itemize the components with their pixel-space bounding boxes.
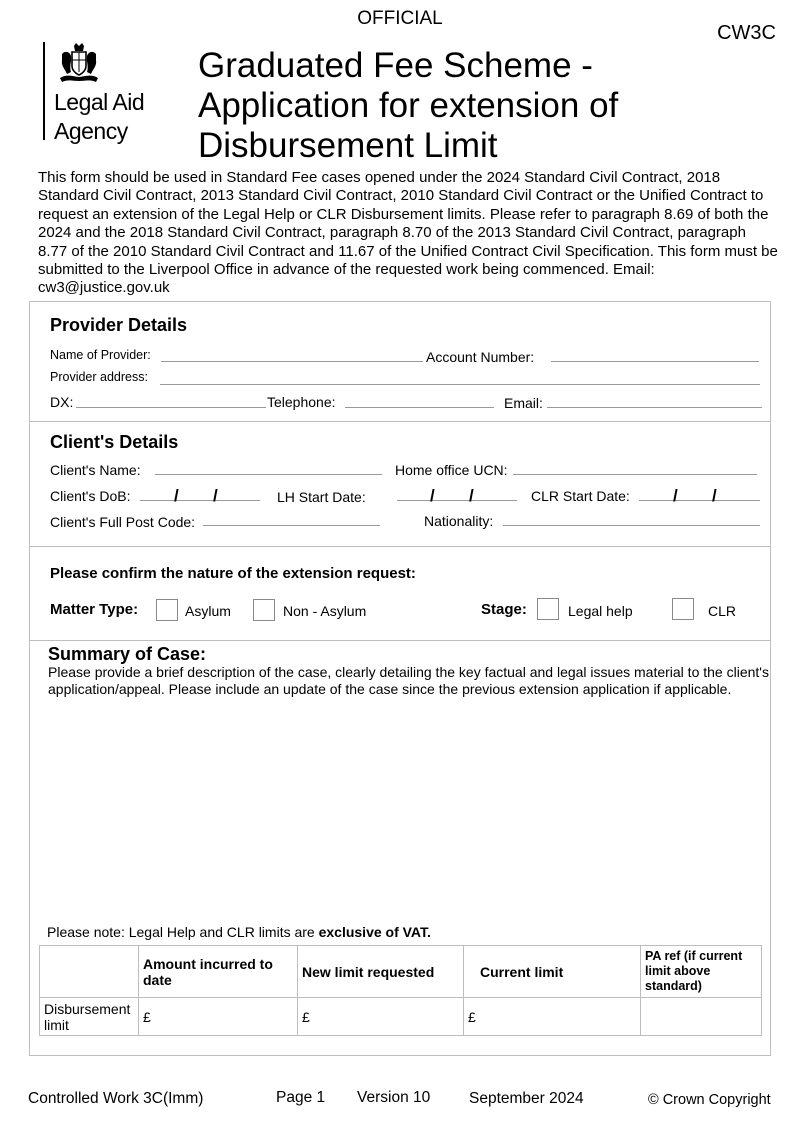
date-separator: / bbox=[430, 486, 435, 505]
provider-name-label: Name of Provider: bbox=[50, 348, 151, 362]
section-divider bbox=[29, 421, 771, 422]
date-separator: / bbox=[174, 486, 179, 505]
clr-start-date-field[interactable] bbox=[639, 500, 760, 501]
asylum-checkbox[interactable] bbox=[156, 599, 178, 621]
client-post-code-label: Client's Full Post Code: bbox=[50, 514, 196, 530]
non-asylum-checkbox[interactable] bbox=[253, 599, 275, 621]
dx-field[interactable] bbox=[76, 407, 266, 408]
form-title: Graduated Fee Scheme - Application for extension of Disbursement Limit bbox=[198, 46, 619, 165]
clr-label: CLR bbox=[708, 603, 737, 619]
home-office-ucn-field[interactable] bbox=[513, 474, 757, 475]
provider-address-field[interactable] bbox=[160, 384, 760, 385]
legal-help-checkbox[interactable] bbox=[537, 598, 559, 620]
logo-text-line-1: Legal Aid bbox=[54, 89, 145, 115]
clr-checkbox[interactable] bbox=[672, 598, 694, 620]
table-header-row bbox=[40, 946, 762, 998]
summary-heading: Summary of Case: bbox=[48, 644, 207, 664]
client-name-field[interactable] bbox=[155, 474, 382, 475]
client-post-code-field[interactable] bbox=[203, 525, 380, 526]
table-header-amount-incurred: Amount incurred to date bbox=[139, 946, 298, 998]
logo-text bbox=[54, 88, 144, 146]
summary-text-area[interactable] bbox=[48, 720, 762, 915]
section-divider bbox=[29, 546, 771, 547]
date-separator: / bbox=[213, 486, 218, 505]
home-office-ucn-label: Home office UCN: bbox=[395, 462, 508, 478]
provider-name-field[interactable] bbox=[161, 361, 423, 362]
summary-instructions: Please provide a brief description of the case, clearly detailing the key factual and legal issues material to the client's application/appeal. Please include an update of the case since the previous extension application if applicable. bbox=[48, 664, 769, 697]
currency-symbol: £ bbox=[143, 1008, 151, 1025]
pa-ref-cell[interactable] bbox=[641, 998, 762, 1036]
table-header-pa-ref: PA ref (if current limit above standard) bbox=[641, 946, 762, 998]
footer-page: Page 1 bbox=[276, 1089, 326, 1106]
footer-version: Version 10 bbox=[357, 1089, 431, 1106]
logo-divider bbox=[43, 42, 45, 140]
legal-help-label: Legal help bbox=[568, 603, 633, 619]
telephone-field[interactable] bbox=[345, 407, 494, 408]
date-separator: / bbox=[673, 486, 678, 505]
royal-crest-icon bbox=[54, 42, 104, 84]
currency-symbol: £ bbox=[302, 1008, 310, 1025]
provider-details-heading: Provider Details bbox=[50, 315, 188, 335]
table-header-blank bbox=[40, 946, 139, 998]
client-dob-field[interactable] bbox=[140, 500, 260, 501]
client-details-heading: Client's Details bbox=[50, 432, 179, 452]
lh-start-date-label: LH Start Date: bbox=[277, 489, 366, 505]
account-number-field[interactable] bbox=[551, 361, 759, 362]
asylum-label: Asylum bbox=[185, 603, 231, 619]
date-separator: / bbox=[469, 486, 474, 505]
nationality-label: Nationality: bbox=[424, 513, 494, 529]
intro-paragraph: This form should be used in Standard Fee cases opened under the 2024 Standard Civil Contract, 2018 Standard Civil Contract, 2013 Standard Civil Contract, 2010 Standard Civil Contract or the Unified Contract to request an extension of the Legal Help or CLR Disbursement limits. Please refer to paragraph 8.69 of both the 2024 and the 2018 Standard Civil Contract, paragraph 8.70 of the 2013 Standard Civil Contract, paragraph 8.77 of the 2010 Standard Civil Contract and 11.67 of the Unified Contract Civil Specification. This form must be submitted to the Liverpool Office in advance of the requested work being commenced. Email: cw3@justice.gov.uk bbox=[38, 169, 778, 297]
clr-start-date-label: CLR Start Date: bbox=[531, 488, 630, 504]
client-dob-label: Client's DoB: bbox=[50, 488, 131, 504]
extension-request-heading: Please confirm the nature of the extension request: bbox=[50, 565, 416, 582]
email-field[interactable] bbox=[547, 407, 762, 408]
nationality-field[interactable] bbox=[503, 525, 760, 526]
new-limit-cell[interactable] bbox=[298, 998, 464, 1036]
table-header-current-limit: Current limit bbox=[464, 946, 641, 998]
matter-type-label: Matter Type: bbox=[50, 601, 139, 618]
vat-note bbox=[47, 924, 431, 940]
logo-text-line-2: Agency bbox=[54, 118, 128, 144]
classification-label: OFFICIAL bbox=[357, 8, 443, 29]
date-separator: / bbox=[712, 486, 717, 505]
section-divider bbox=[29, 640, 771, 641]
row-label-disbursement-limit: Disbursement limit bbox=[40, 998, 139, 1036]
vat-note-bold: exclusive of VAT. bbox=[318, 924, 431, 940]
lh-start-date-field[interactable] bbox=[397, 500, 517, 501]
telephone-label: Telephone: bbox=[267, 394, 336, 410]
current-limit-cell[interactable] bbox=[464, 998, 641, 1036]
stage-label: Stage: bbox=[481, 601, 527, 618]
disbursement-table bbox=[39, 945, 762, 1036]
non-asylum-label: Non - Asylum bbox=[283, 603, 367, 619]
table-header-new-limit: New limit requested bbox=[298, 946, 464, 998]
table-row bbox=[40, 998, 762, 1036]
footer-date: September 2024 bbox=[469, 1090, 584, 1107]
dx-label: DX: bbox=[50, 394, 74, 410]
email-label: Email: bbox=[504, 395, 543, 411]
provider-address-label: Provider address: bbox=[50, 370, 148, 384]
amount-incurred-cell[interactable] bbox=[139, 998, 298, 1036]
form-code: CW3C bbox=[717, 22, 776, 44]
footer-form-name: Controlled Work 3C(Imm) bbox=[28, 1090, 204, 1107]
currency-symbol: £ bbox=[468, 1008, 476, 1025]
vat-note-text: Please note: Legal Help and CLR limits are bbox=[47, 924, 319, 940]
account-number-label: Account Number: bbox=[426, 349, 535, 365]
client-name-label: Client's Name: bbox=[50, 462, 141, 478]
footer-copyright: © Crown Copyright bbox=[648, 1092, 771, 1108]
